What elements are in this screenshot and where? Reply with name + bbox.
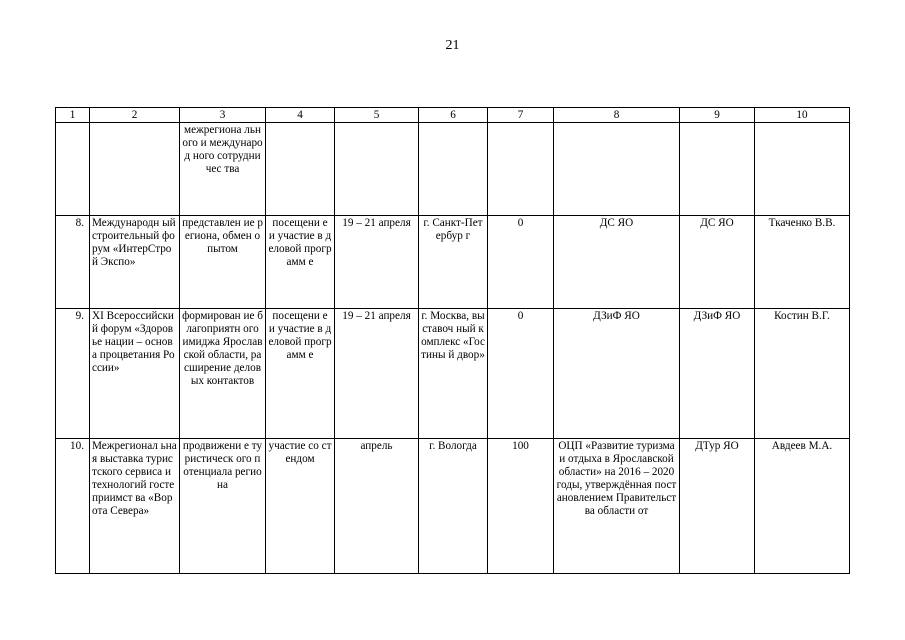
column-number: 8	[554, 108, 680, 123]
organizer	[680, 123, 755, 216]
table-row	[56, 439, 850, 574]
event-name	[90, 123, 180, 216]
event-goal: формирован ие благоприятн ого имиджа Ярославской области, расширение деловых контактов	[180, 309, 266, 439]
row-number: 9.	[56, 309, 90, 439]
table-row	[56, 216, 850, 309]
row-number: 10.	[56, 439, 90, 574]
event-dates	[335, 123, 419, 216]
events-table	[55, 107, 850, 574]
column-number: 2	[90, 108, 180, 123]
event-goal: представлен ие региона, обмен опытом	[180, 216, 266, 309]
column-number: 3	[180, 108, 266, 123]
participation-format: посещени е и участие в деловой программ е	[266, 309, 335, 439]
funding-amount: 0	[488, 309, 554, 439]
organizer: ДЗиФ ЯО	[680, 309, 755, 439]
event-place: г. Санкт-Петербур г	[419, 216, 488, 309]
table-row	[56, 309, 850, 439]
event-goal: межрегиона льного и международ ного сотрудничес тва	[180, 123, 266, 216]
event-goal: продвижени е туристическ ого потенциала региона	[180, 439, 266, 574]
event-dates: 19 – 21 апреля	[335, 309, 419, 439]
funding-amount: 100	[488, 439, 554, 574]
funding-amount: 0	[488, 216, 554, 309]
event-name: Международн ый строительный форум «ИнтерСтрой Экспо»	[90, 216, 180, 309]
participation-format	[266, 123, 335, 216]
column-number: 1	[56, 108, 90, 123]
event-place	[419, 123, 488, 216]
funding-amount	[488, 123, 554, 216]
column-number: 9	[680, 108, 755, 123]
column-number: 6	[419, 108, 488, 123]
funding-source: ДЗиФ ЯО	[554, 309, 680, 439]
column-number: 4	[266, 108, 335, 123]
page-number: 21	[445, 38, 460, 53]
column-number: 7	[488, 108, 554, 123]
table-row	[56, 123, 850, 216]
event-name: Межрегионал ьная выставка туристского сервиса и технологий гостеприимст ва «Ворота Севера»	[90, 439, 180, 574]
responsible-person: Ткаченко В.В.	[755, 216, 850, 309]
participation-format: участие со стендом	[266, 439, 335, 574]
row-number: 8.	[56, 216, 90, 309]
event-place: г. Вологда	[419, 439, 488, 574]
event-dates: апрель	[335, 439, 419, 574]
organizer: ДТур ЯО	[680, 439, 755, 574]
responsible-person: Костин В.Г.	[755, 309, 850, 439]
funding-source: ОЦП «Развитие туризма и отдыха в Ярославской области» на 2016 – 2020 годы, утверждённая постановлением Правительства области от	[554, 439, 680, 574]
event-place: г. Москва, выставоч ный комплекс «Гостины й двор»	[419, 309, 488, 439]
event-dates: 19 – 21 апреля	[335, 216, 419, 309]
responsible-person: Авдеев М.А.	[755, 439, 850, 574]
column-number: 10	[755, 108, 850, 123]
column-number: 5	[335, 108, 419, 123]
organizer: ДС ЯО	[680, 216, 755, 309]
participation-format: посещени е и участие в деловой программ е	[266, 216, 335, 309]
responsible-person	[755, 123, 850, 216]
funding-source	[554, 123, 680, 216]
column-number-row	[56, 108, 850, 123]
row-number	[56, 123, 90, 216]
event-name: XI Всероссийски й форум «Здоровье нации – основа процветания России»	[90, 309, 180, 439]
funding-source: ДС ЯО	[554, 216, 680, 309]
